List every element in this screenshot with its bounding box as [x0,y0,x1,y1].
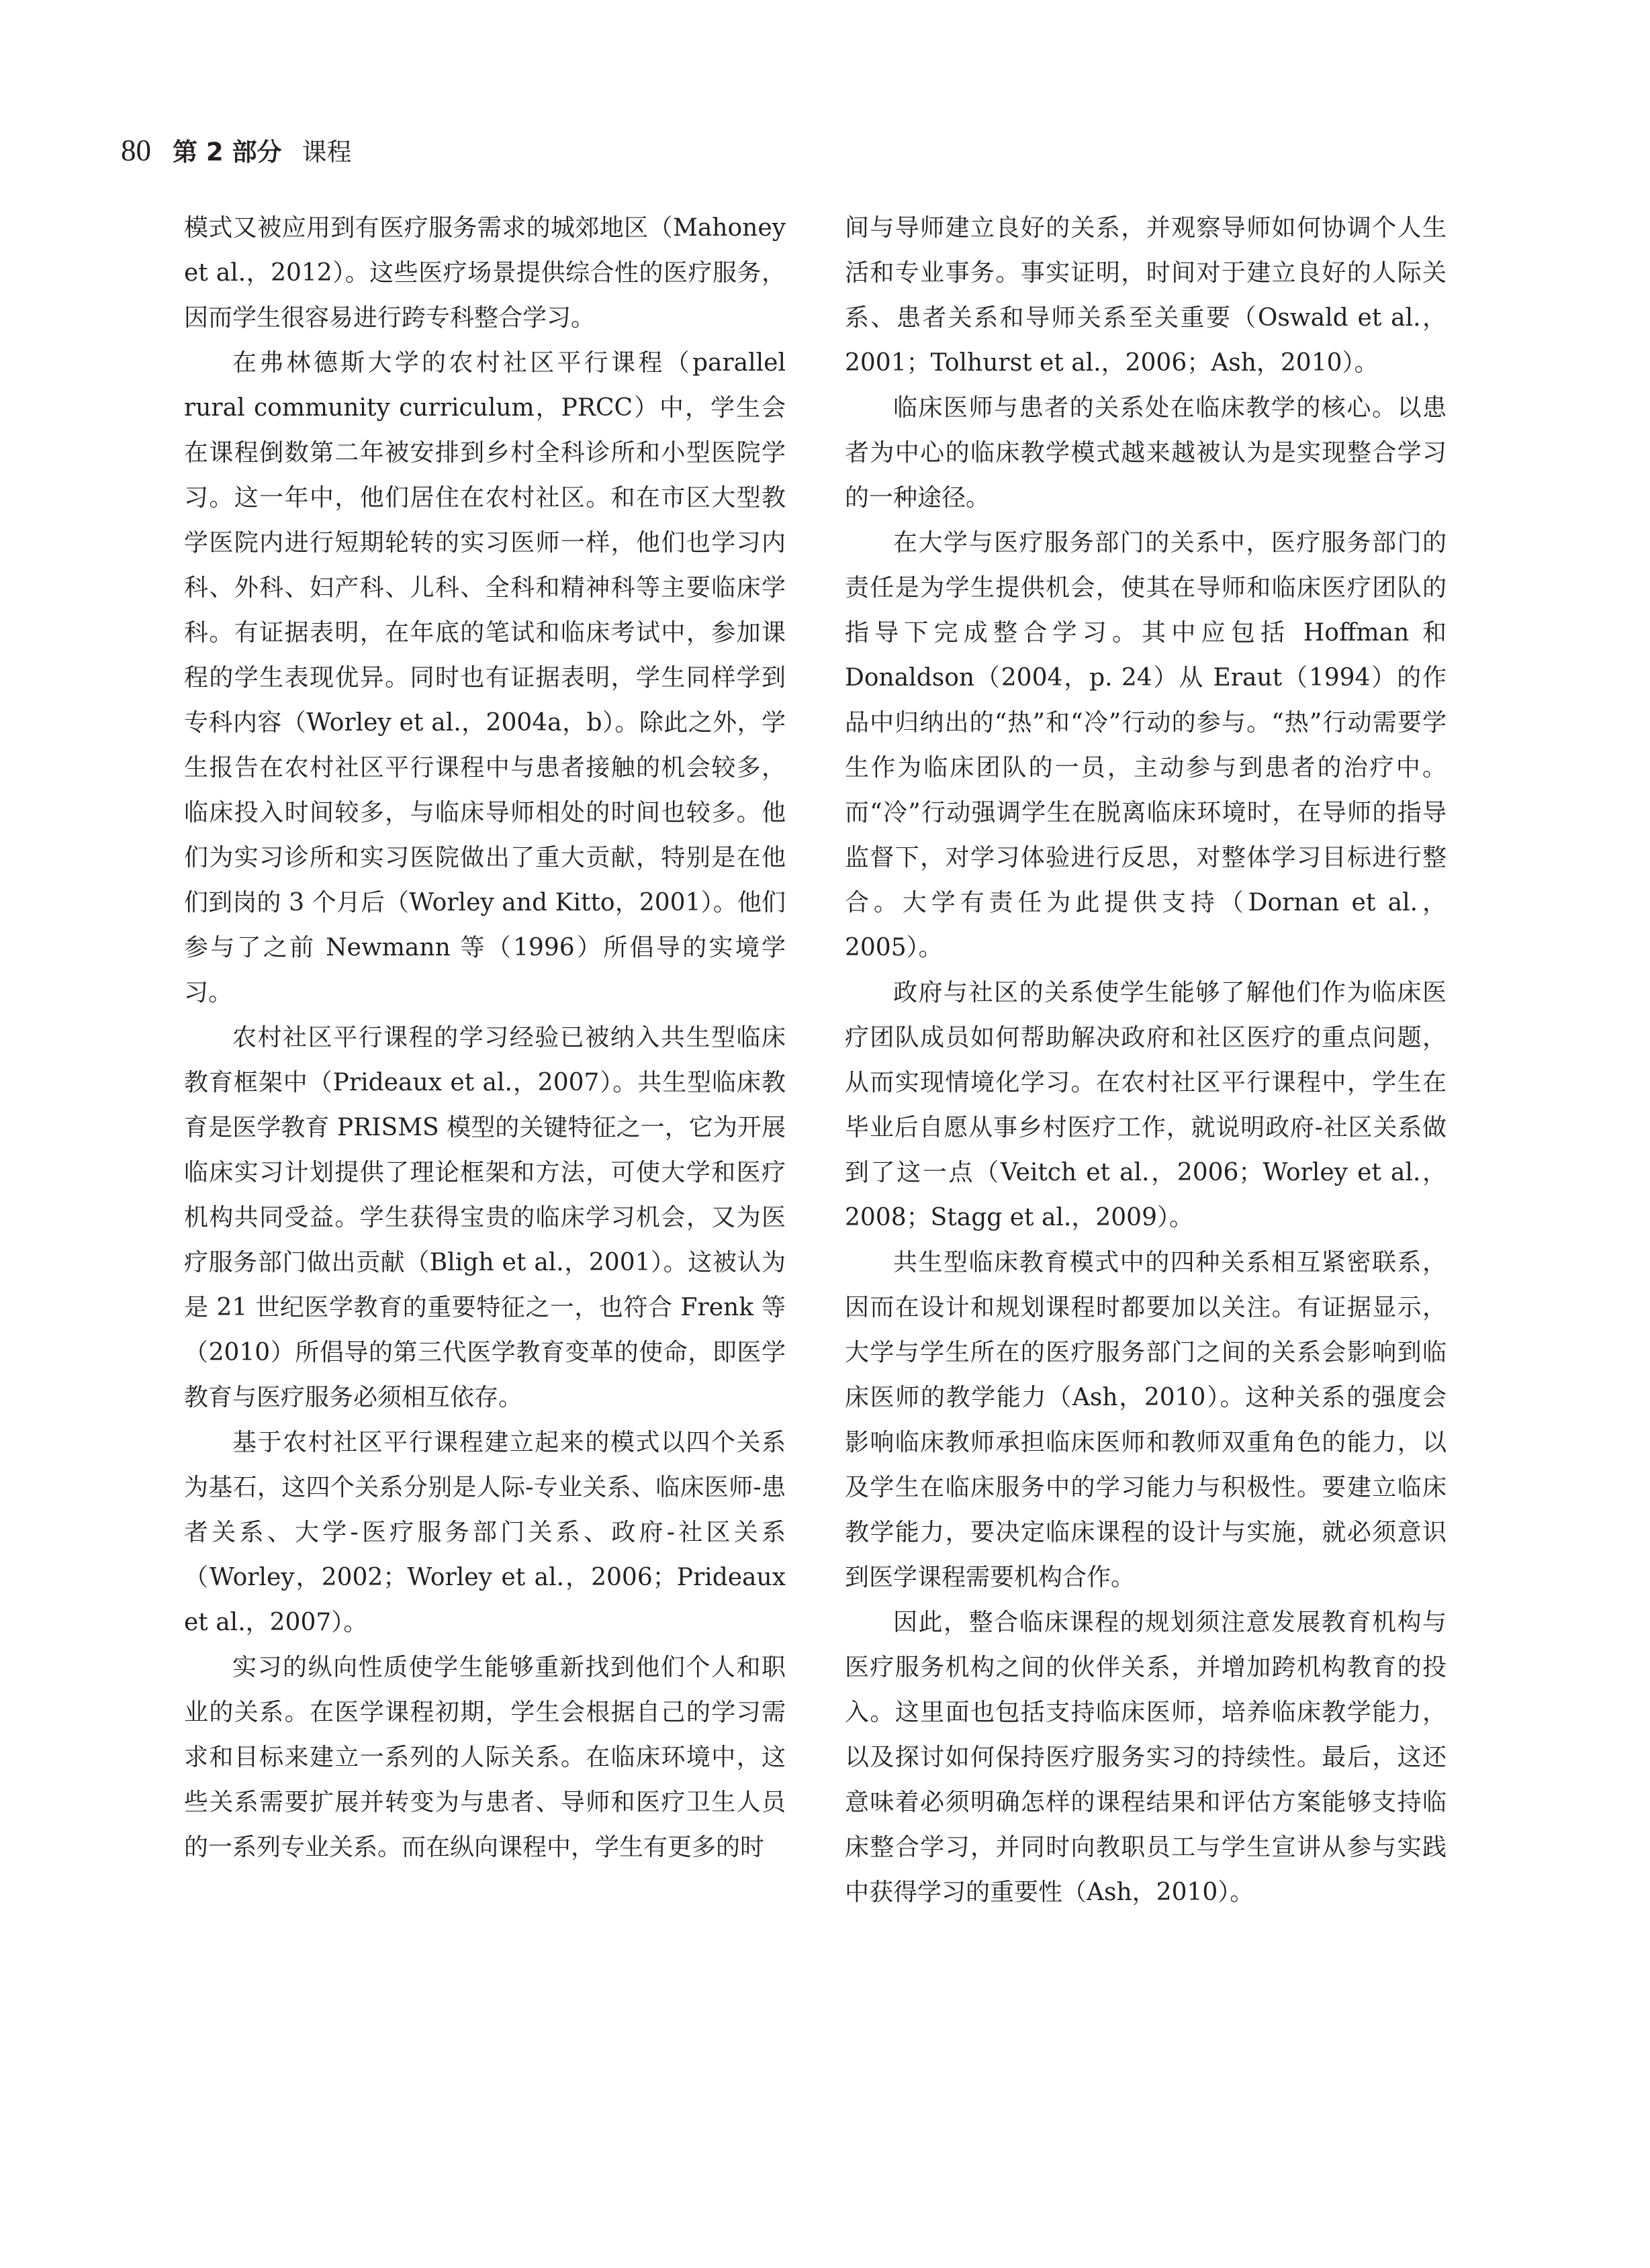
running-header [121,132,352,179]
part-label: 第 2 部分 [173,138,282,167]
paragraph: 共生型临床教育模式中的四种关系相互紧密联系，因而在设计和规划课程时都要加以关注。有证据显示，大学与学生所在的医疗服务部门之间的关系会影响到临床医师的教学能力（Ash，2010）。这种关系的强度会影响临床教师承担临床医师和教师双重角色的能力，以及学生在临床服务中的学习能力与积极性。要建立临床教学能力，要决定临床课程的设计与实施，就必须意识到医学课程需要机构合作。 [845,1249,1447,1591]
paragraph: 间与导师建立良好的关系，并观察导师如何协调个人生活和专业事务。事实证明，时间对于建立良好的人际关系、患者关系和导师关系至关重要（Oswald et al.，2001；Tolhurst et al.，2006；Ash，2010）。 [845,214,1447,377]
paragraph: 实习的纵向性质使学生能够重新找到他们个人和职业的关系。在医学课程初期，学生会根据自己的学习需求和目标来建立一系列的人际关系。在临床环境中，这些关系需要扩展并转变为与患者、导师和医疗卫生人员的一系列专业关系。而在纵向课程中，学生有更多的时 [184,1654,786,1861]
left-column [184,205,786,1870]
paragraph: 因此，整合临床课程的规划须注意发展教育机构与医疗服务机构之间的伙伴关系，并增加跨机构教育的投入。这里面也包括支持临床医师，培养临床教学能力，以及探讨如何保持医疗服务实习的持续性。最后，这还意味着必须明确怎样的课程结果和评估方案能够支持临床整合学习，并同时向教职员工与学生宣讲从参与实践中获得学习的重要性（Ash，2010）。 [845,1609,1447,1906]
page-number: 80 [121,134,151,167]
paragraph: 农村社区平行课程的学习经验已被纳入共生型临床教育框架中（Prideaux et al.，2007）。共生型临床教育是医学教育 PRISMS 模型的关键特征之一，它为开展临床实习计划提供了理论框架和方法，可使大学和医疗机构共同受益。学生获得宝贵的临床学习机会，又为医疗服务部门做出贡献（Bligh et al.，2001）。这被认为是 21 世纪医学教育的重要特征之一，也符合 Frenk 等（2010）所倡导的第三代医学教育变革的使命，即医学教育与医疗服务必须相互依存。 [184,1024,786,1411]
paragraph: 在弗林德斯大学的农村社区平行课程（parallel rural community curriculum，PRCC）中，学生会在课程倒数第二年被安排到乡村全科诊所和小型医院学习。这一年中，他们居住在农村社区。和在市区大型教学医院内进行短期轮转的实习医师一样，他们也学习内科、外科、妇产科、儿科、全科和精神科等主要临床学科。有证据表明，在年底的笔试和临床考试中，参加课程的学生表现优异。同时也有证据表明，学生同样学到专科内容（Worley et al.，2004a，b）。除此之外，学生报告在农村社区平行课程中与患者接触的机会较多，临床投入时间较多，与临床导师相处的时间也较多。他们为实习诊所和实习医院做出了重大贡献，特别是在他们到岗的 3 个月后（Worley and Kitto，2001）。他们参与了之前 Newmann 等（1996）所倡导的实境学习。 [184,349,786,1006]
paragraph: 临床医师与患者的关系处在临床教学的核心。以患者为中心的临床教学模式越来越被认为是实现整合学习的一种途径。 [845,394,1447,512]
paragraph: 基于农村社区平行课程建立起来的模式以四个关系为基石，这四个关系分别是人际-专业关系、临床医师-患者关系、大学-医疗服务部门关系、政府-社区关系（Worley，2002；Worley et al.，2006；Prideaux et al.，2007）。 [184,1429,786,1636]
paragraph: 模式又被应用到有医疗服务需求的城郊地区（Mahoney et al.，2012）。这些医疗场景提供综合性的医疗服务，因而学生很容易进行跨专科整合学习。 [184,214,786,332]
section-label: 课程 [302,138,352,167]
right-column [845,205,1447,1915]
paragraph: 政府与社区的关系使学生能够了解他们作为临床医疗团队成员如何帮助解决政府和社区医疗的重点问题，从而实现情境化学习。在农村社区平行课程中，学生在毕业后自愿从事乡村医疗工作，就说明政府-社区关系做到了这一点（Veitch et al.，2006；Worley et al.，2008；Stagg et al.，2009）。 [845,979,1447,1231]
paragraph: 在大学与医疗服务部门的关系中，医疗服务部门的责任是为学生提供机会，使其在导师和临床医疗团队的指导下完成整合学习。其中应包括 Hoffman 和 Donaldson（2004，p. 24）从 Eraut（1994）的作品中归纳出的“热”和“冷”行动的参与。“热”行动需要学生作为临床团队的一员，主动参与到患者的治疗中。而“冷”行动强调学生在脱离临床环境时，在导师的指导监督下，对学习体验进行反思，对整体学习目标进行整合。大学有责任为此提供支持（Dornan et al.，2005）。 [845,529,1447,961]
